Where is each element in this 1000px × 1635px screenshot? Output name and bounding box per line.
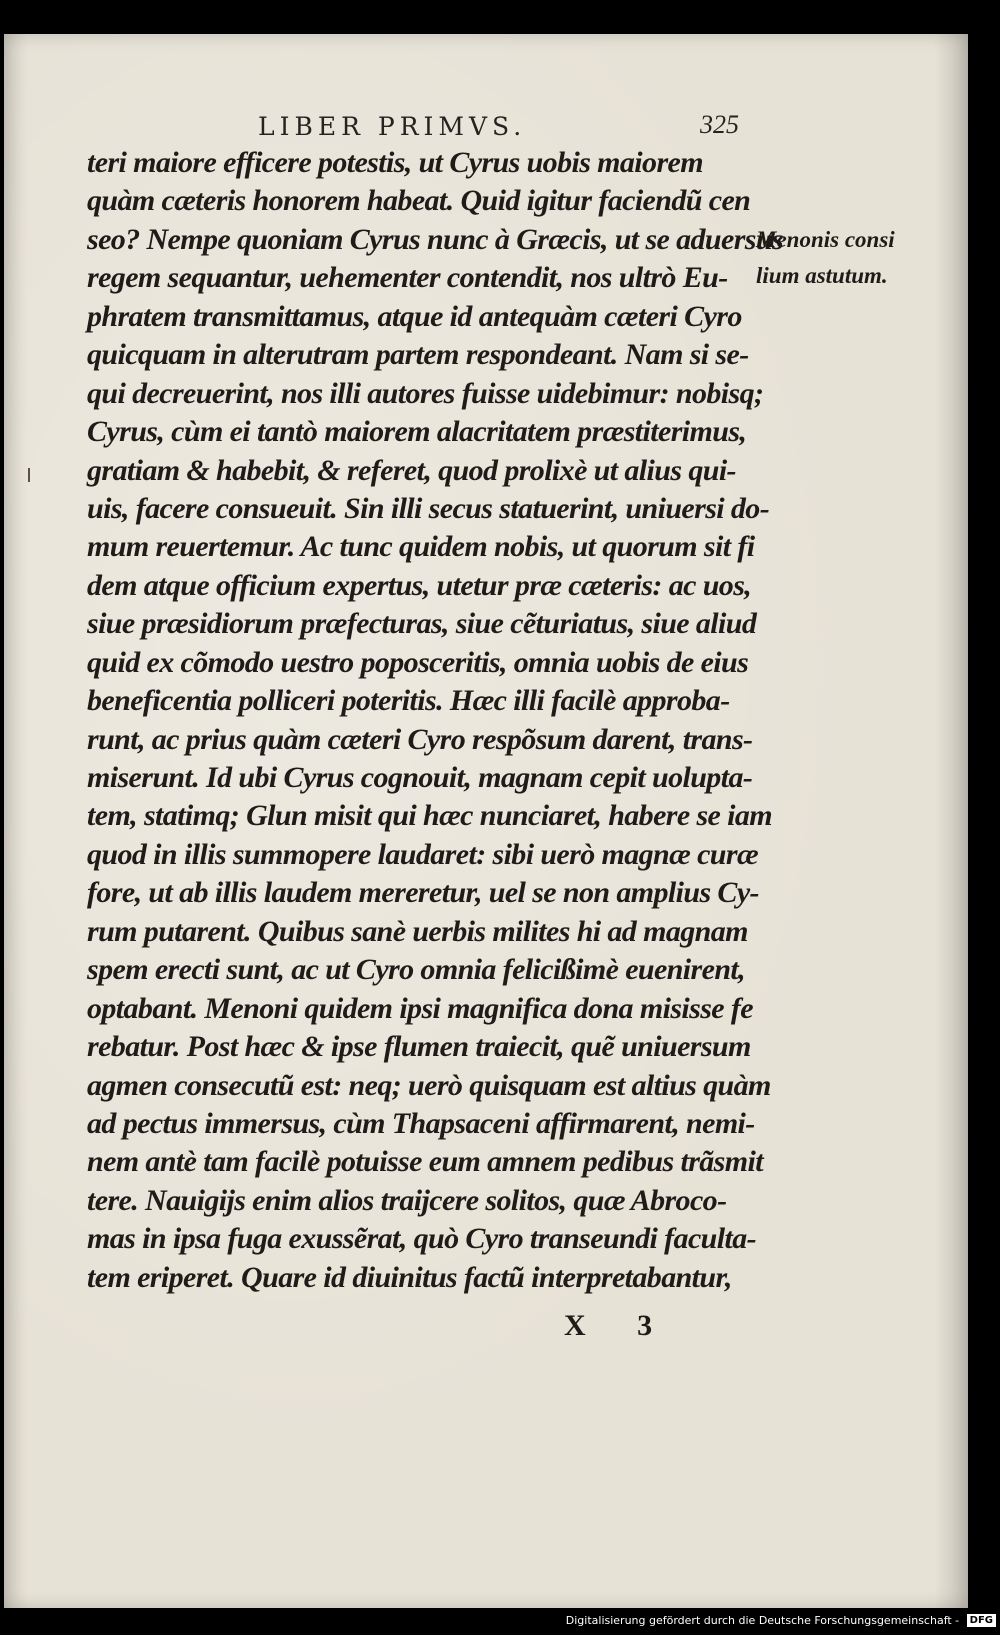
- text-line: agmen consecutũ est: neq; uerò quisquam est altius quàm: [87, 1068, 771, 1102]
- body-text: [87, 144, 784, 1297]
- text-line: mas in ipsa fuga exussẽrat, quò Cyro transeundi faculta-: [87, 1222, 757, 1256]
- text-line: uis, facere consueuit. Sin illi secus statuerint, uniuersi do-: [87, 491, 770, 525]
- text-line: quod in illis summopere laudaret: sibi uerò magnæ curæ: [87, 837, 759, 871]
- text-line: tere. Nauigijs enim alios traijcere solitos, quæ Abroco-: [87, 1183, 727, 1217]
- marginal-note-line: Menonis consi: [756, 227, 895, 252]
- text-line: dem atque officium expertus, utetur præ cæteris: ac uos,: [87, 568, 752, 602]
- text-line: beneficentia polliceri poteritis. Hæc illi facilè approba-: [87, 684, 730, 718]
- text-line: fore, ut ab illis laudem mereretur, uel se non amplius Cy-: [87, 876, 759, 910]
- signature-mark: X 3: [564, 1309, 675, 1342]
- text-line: quid ex cõmodo uestro poposceritis, omnia uobis de eius: [87, 645, 749, 679]
- text-line: phratem transmittamus, atque id antequàm cæteri Cyro: [87, 299, 742, 333]
- page-number: 325: [700, 110, 739, 139]
- text-line: quicquam in alterutram partem respondeant. Nam si se-: [87, 338, 749, 372]
- text-line: spem erecti sunt, ac ut Cyro omnia felicißimè euenirent,: [87, 953, 746, 987]
- running-head: LIBER PRIMVS.: [258, 112, 527, 141]
- text-line: regem sequantur, uehementer contendit, nos ultrò Eu-: [87, 261, 728, 295]
- text-line: rum putarent. Quibus sanè uerbis milites hi ad magnam: [87, 914, 748, 948]
- text-line: tem eriperet. Quare id diuinitus factũ interpretabantur,: [87, 1260, 732, 1294]
- digitization-credit: [566, 1614, 996, 1628]
- text-line: tem, statimq; Glun misit qui hæc nunciaret, habere se iam: [87, 799, 773, 833]
- text-line: teri maiore efficere potestis, ut Cyrus uobis maiorem: [87, 146, 703, 179]
- text-line: ad pectus immersus, cùm Thapsaceni affirmarent, nemi-: [87, 1106, 755, 1140]
- dfg-logo: DFG: [967, 1614, 996, 1627]
- text-line: gratiam & habebit, & referet, quod prolixè ut alius qui-: [87, 453, 736, 487]
- credit-text: Digitalisierung gefördert durch die Deutsche Forschungsgemeinschaft -: [565, 1613, 960, 1627]
- text-line: qui decreuerint, nos illi autores fuisse uidebimur: nobisq;: [87, 376, 764, 410]
- text-line: rebatur. Post hæc & ipse flumen traiecit, quẽ uniuersum: [87, 1030, 751, 1064]
- text-line: runt, ac prius quàm cæteri Cyro respõsum darent, trans-: [87, 722, 753, 756]
- text-line: miserunt. Id ubi Cyrus cognouit, magnam cepit uolupta-: [87, 761, 753, 794]
- marginal-note-line: lium astutum.: [756, 263, 888, 288]
- marginal-note: [756, 222, 956, 294]
- text-line: Cyrus, cùm ei tantò maiorem alacritatem præstiterimus,: [87, 415, 747, 449]
- text-line: nem antè tam facilè potuisse eum amnem pedibus trãsmit: [87, 1145, 763, 1179]
- text-line: mum reuertemur. Ac tunc quidem nobis, ut quorum sit fi: [87, 530, 755, 564]
- margin-mark: [28, 468, 30, 482]
- text-line: quàm cæteris honorem habeat. Quid igitur faciendũ cen: [87, 184, 751, 218]
- text-line: seo? Nempe quoniam Cyrus nunc à Græcis, ut se aduersus: [87, 222, 784, 256]
- text-line: siue præsidiorum præfecturas, siue cẽturiatus, siue aliud: [87, 607, 757, 641]
- book-page: [4, 34, 968, 1608]
- text-line: optabant. Menoni quidem ipsi magnifica dona misisse fe: [87, 991, 753, 1025]
